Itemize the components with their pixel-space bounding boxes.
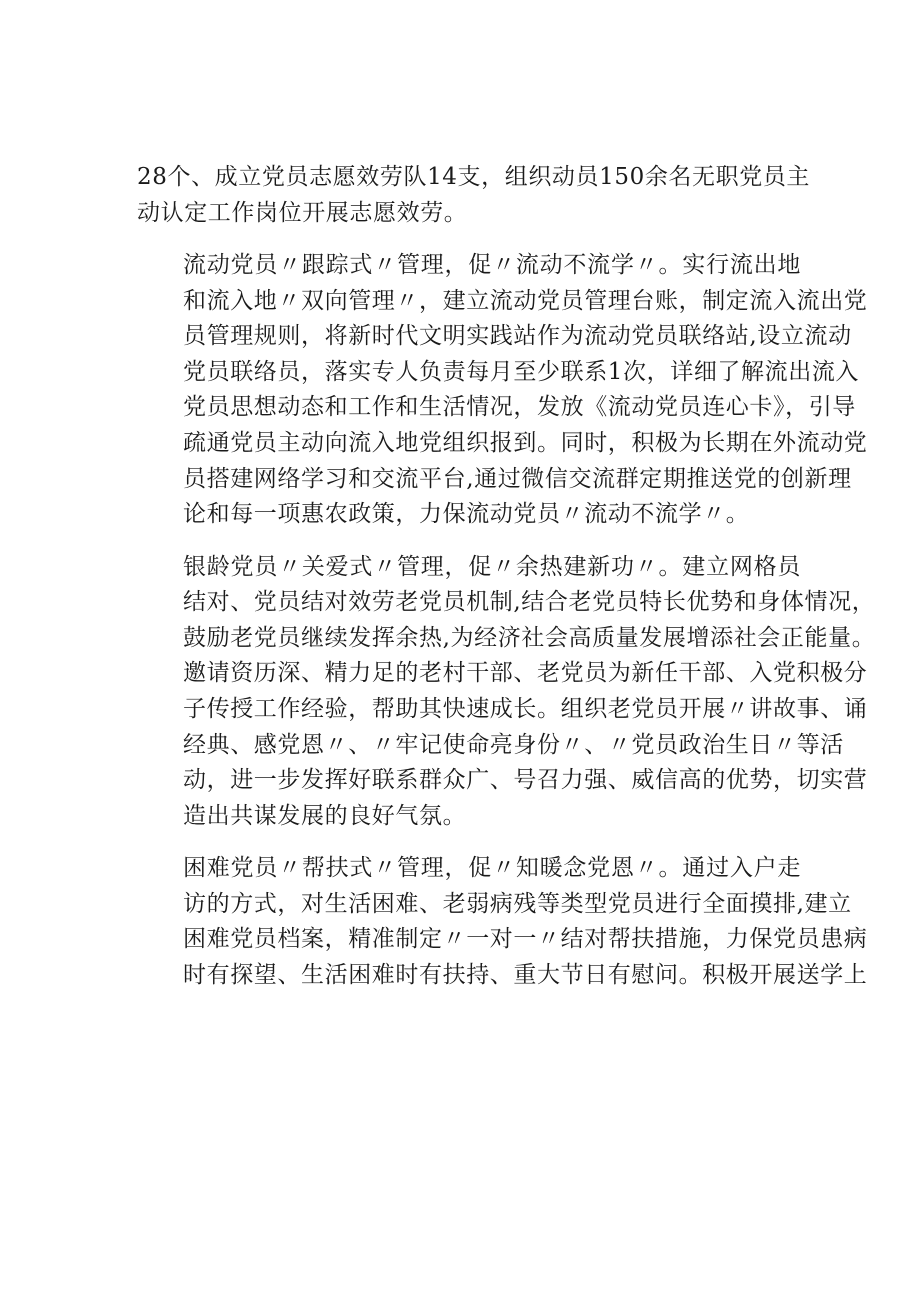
text-line: 经典、感党恩〃、〃牢记使命亮身份〃、〃党员政治生日〃等活 [183,731,844,758]
text-line: 鼓励老党员继续发挥余热,为经济社会高质量发展增添社会正能量。 [183,624,876,651]
text-line: 员管理规则，将新时代文明实践站作为流动党员联络站,设立流动 [183,323,852,350]
text-line: 访的方式，对生活困难、老弱病残等类型党员进行全面摸排,建立 [183,890,852,917]
text-line: 党员联络员，落实专人负责每月至少联系1次，详细了解流出流入 [183,358,860,385]
text-line: 造出共谋发展的良好气氛。 [183,802,467,829]
text-line: 动认定工作岗位开展志愿效劳。 [137,199,468,226]
text-line: 子传授工作经验，帮助其快速成长。组织老党员开展〃讲故事、诵 [183,695,868,722]
text-line: 28个、成立党员志愿效劳队14支，组织动员150余名无职党员主 [137,164,811,190]
paragraph-needy-members [137,851,868,993]
text-line: 员搭建网络学习和交流平台,通过微信交流群定期推送党的创新理 [183,465,852,492]
text-line: 疏通党员主动向流入地党组织报到。同时，积极为长期在外流动党 [183,429,868,456]
text-line: 论和每一项惠农政策，力保流动党员〃流动不流学〃。 [183,501,750,528]
text-line: 流动党员〃跟踪式〃管理，促〃流动不流学〃。实行流出地 [183,251,801,278]
text-line: 和流入地〃双向管理〃，建立流动党员管理台账，制定流入流出党 [183,287,868,314]
document-body [137,160,876,1010]
text-line: 时有探望、生活困难时有扶持、重大节日有慰问。积极开展送学上 [183,961,868,988]
paragraph-volunteer-service [137,160,811,231]
text-line: 邀请资历深、精力足的老村干部、老党员为新任干部、入党积极分 [183,660,868,687]
paragraph-senior-members [137,550,876,835]
text-line: 动，进一步发挥好联系群众广、号召力强、威信高的优势，切实营 [183,767,868,794]
text-line: 党员思想动态和工作和生活情况，发放《流动党员连心卡》，引导 [183,394,856,421]
text-line: 结对、党员结对效劳老党员机制,结合老党员特长优势和身体情况， [183,589,876,616]
text-line: 困难党员档案，精准制定〃一对一〃结对帮扶措施，力保党员患病 [183,926,868,953]
text-line: 银龄党员〃关爱式〃管理，促〃余热建新功〃。建立网格员 [183,553,801,580]
paragraph-mobile-members [137,248,868,533]
text-line: 困难党员〃帮扶式〃管理，促〃知暖念党恩〃。通过入户走 [183,855,801,882]
